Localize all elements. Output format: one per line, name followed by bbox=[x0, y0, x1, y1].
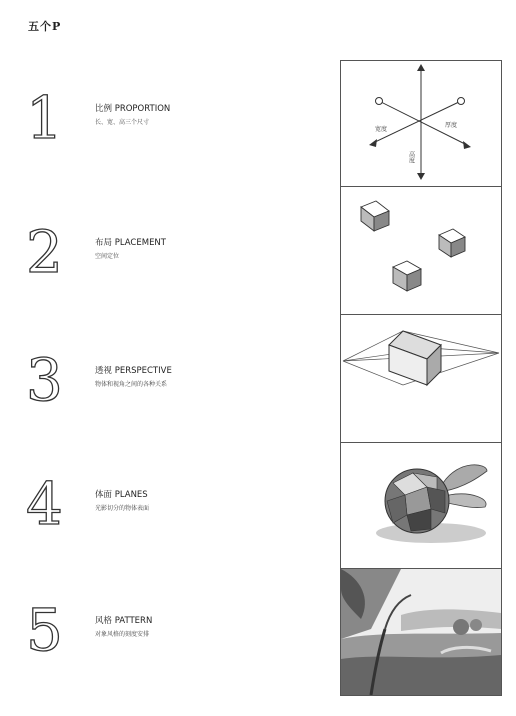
item-title: 透视 PERSPECTIVE bbox=[95, 366, 172, 376]
item-title: 布局 PLACEMENT bbox=[95, 238, 166, 248]
item-title: 比例 PROPORTION bbox=[95, 104, 171, 114]
page-heading: 五个P bbox=[28, 20, 62, 33]
cube-1 bbox=[361, 201, 389, 231]
numeral-2: 2 bbox=[26, 218, 63, 286]
placement-cubes-diagram bbox=[340, 186, 502, 316]
item-proportion bbox=[0, 84, 330, 188]
item-placement bbox=[0, 218, 330, 322]
cube-2 bbox=[439, 229, 465, 257]
pattern-landscape-image bbox=[340, 568, 502, 696]
perspective-diagram bbox=[340, 314, 502, 444]
item-description: 长、宽、高三个尺寸 bbox=[95, 119, 150, 126]
perspective-box bbox=[389, 331, 441, 385]
depth-axis-label: 厚度 bbox=[445, 122, 458, 129]
item-description: 物体和视角之间的各种关系 bbox=[95, 381, 168, 388]
numeral-1: 1 bbox=[26, 84, 63, 152]
item-description: 光影切分的物体表面 bbox=[95, 505, 150, 512]
item-planes bbox=[0, 470, 330, 574]
numeral-3: 3 bbox=[26, 346, 63, 414]
height-axis-label: 高度 bbox=[407, 151, 415, 163]
item-perspective bbox=[0, 346, 330, 450]
planes-diagram bbox=[340, 442, 502, 570]
item-description: 对象风格的刻度安排 bbox=[95, 631, 150, 638]
numeral-4: 4 bbox=[26, 470, 63, 538]
width-axis-label: 宽度 bbox=[375, 126, 388, 133]
item-title: 风格 PATTERN bbox=[95, 616, 153, 626]
proportion-axes-diagram bbox=[340, 60, 502, 188]
item-title: 体面 PLANES bbox=[95, 490, 148, 500]
item-description: 空间定位 bbox=[95, 253, 120, 260]
cube-3 bbox=[393, 261, 421, 291]
item-pattern bbox=[0, 596, 330, 700]
numeral-5: 5 bbox=[26, 596, 63, 664]
